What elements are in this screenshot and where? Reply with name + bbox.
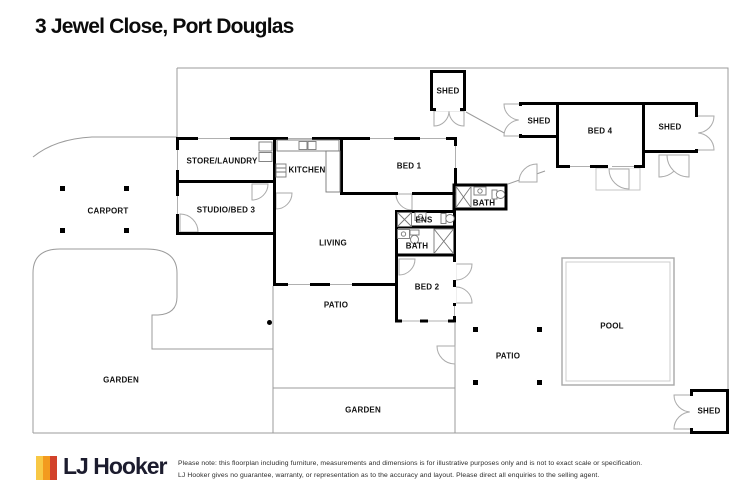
room-label-patio-pool: PATIO (495, 351, 521, 361)
carport-post (60, 186, 65, 191)
room-label-kitchen: KITCHEN (288, 165, 326, 175)
patio-post (537, 380, 542, 385)
room-label-shed-top: SHED (436, 86, 460, 96)
disclaimer-line-1: Please note: this floorplan including furniture, measurements and dimensions is for illustrative purposes only and is not to exact scale or specification. (178, 460, 643, 467)
patio-post (473, 380, 478, 385)
room-label-bed4: BED 4 (587, 126, 613, 136)
room-label-shed-west: SHED (527, 116, 551, 126)
room-label-shed-southeast: SHED (697, 406, 721, 416)
ljhooker-logo-icon (36, 456, 57, 480)
patio-post (473, 327, 478, 332)
carport-post (124, 228, 129, 233)
room-label-bed1: BED 1 (396, 161, 422, 171)
room-label-bath-mid: BATH (405, 241, 429, 251)
page-title: 3 Jewel Close, Port Douglas (35, 15, 294, 38)
room-label-living: LIVING (319, 238, 347, 248)
room-label-carport: CARPORT (87, 206, 129, 216)
room-label-bath-top: BATH (472, 198, 496, 208)
round-post (267, 320, 272, 325)
room-label-bed2: BED 2 (414, 282, 440, 292)
carport-post (60, 228, 65, 233)
room-label-patio-house: PATIO (323, 300, 349, 310)
ljhooker-brand-text: LJ Hooker (63, 453, 167, 479)
room-label-store-laundry: STORE/LAUNDRY (186, 156, 258, 166)
room-label-garden-west: GARDEN (103, 375, 139, 385)
patio-post (537, 327, 542, 332)
room-label-studio-bed3: STUDIO/BED 3 (196, 205, 256, 215)
carport-post (124, 186, 129, 191)
room-label-pool: POOL (600, 321, 624, 331)
room-label-ens: ENS (415, 215, 433, 225)
disclaimer-line-2: LJ Hooker gives no guarantee, warranty, or representation as to the accuracy and layout. Please direct all enquiries to the selling agent. (178, 472, 600, 479)
room-label-garden-south: GARDEN (345, 405, 381, 415)
room-label-shed-east: SHED (658, 122, 682, 132)
